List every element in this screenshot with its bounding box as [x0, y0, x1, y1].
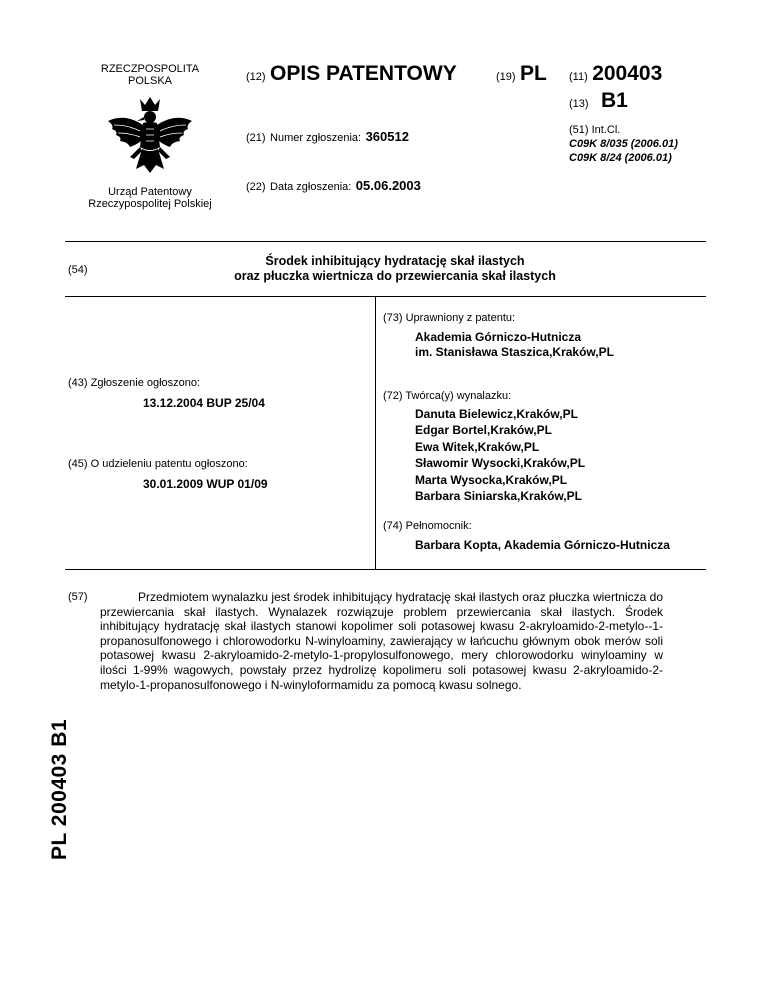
code-21: (21)	[246, 132, 266, 144]
holder-line2: im. Stanisława Staszica,Kraków,PL	[415, 345, 614, 359]
document-type-label: OPIS PATENTOWY	[270, 62, 457, 85]
grant-value: 30.01.2009 WUP 01/09	[143, 477, 268, 491]
inventor-item: Danuta Bielewicz,Kraków,PL	[415, 407, 578, 421]
country-code	[496, 62, 547, 86]
code-57: (57)	[68, 591, 88, 603]
application-number	[246, 128, 409, 146]
divider	[65, 241, 706, 242]
grant-label: (45) O udzieleniu patentu ogłoszono:	[68, 458, 248, 470]
eagle-emblem-icon	[100, 95, 200, 180]
code-13: (13)	[569, 98, 589, 110]
int-cl	[569, 123, 678, 165]
country-code-value: PL	[520, 62, 547, 85]
patent-number	[569, 62, 662, 86]
filing-date-value: 05.06.2003	[355, 178, 421, 193]
intcl-2: C09K 8/24 (2006.01)	[569, 152, 672, 164]
country-name	[75, 63, 225, 87]
kind-value: B1	[601, 89, 628, 112]
abstract-text: Przedmiotem wynalazku jest środek inhibitujący hydratację skał ilastych oraz płuczka wiertnicza do przewiercania skał ilastych. Wynalazek rozwiązuje problem przewiercania skał ilastych. Środek inhibitujący hydratację skał ilastych stanowi kopolimer soli potasowej kwasu 2-akryloamido-2-metylo--1-propanosulfonowego i chlorowodorku N-winyloaminy, zawierający w łańcuchu głównym obok merów soli potasowej kwasu 2-akryloamido-2-metylo-1-propylosulfonowego, mery chlorowodorku winyloaminy w ilości 1-99% wagowych, powstały przez hydrolizę kopolimeru soli potasowej kwasu 2-akryloamido-2-metylo-1-propanosulfonowego i N-winyloformamidu za pomocą kwasu solnego.	[100, 590, 663, 692]
office-line2: Rzeczypospolitej Polskiej	[88, 198, 212, 210]
holder-line1: Akademia Górniczo-Hutnicza	[415, 330, 582, 344]
code-12: (12)	[246, 71, 266, 83]
code-19: (19)	[496, 71, 516, 83]
inventor-item: Ewa Witek,Kraków,PL	[415, 439, 540, 454]
code-22: (22)	[246, 181, 266, 193]
intcl-label: Int.Cl.	[591, 124, 621, 136]
code-54: (54)	[68, 264, 88, 276]
column-divider	[375, 296, 376, 569]
holder-label: (73) Uprawniony z patentu:	[383, 312, 516, 324]
invention-title	[150, 254, 640, 284]
abstract	[100, 590, 663, 692]
inventor-item: Sławomir Wysocki,Kraków,PL	[415, 456, 586, 471]
inventor-item: Marta Wysocka,Kraków,PL	[415, 472, 568, 487]
patent-number-value: 200403	[592, 62, 663, 85]
application-number-value: 360512	[365, 129, 409, 144]
inventors-label: (72) Twórca(y) wynalazku:	[383, 390, 512, 402]
intcl-1: C09K 8/035 (2006.01)	[569, 138, 678, 150]
country-line1: RZECZPOSPOLITA	[100, 63, 200, 75]
application-label: Numer zgłoszenia:	[270, 132, 362, 144]
filing-date	[246, 177, 421, 195]
office-line1: Urząd Patentowy	[108, 186, 192, 198]
publication-label: (43) Zgłoszenie ogłoszono:	[68, 377, 201, 389]
divider	[65, 296, 706, 297]
document-type	[246, 62, 457, 86]
kind-code	[569, 89, 628, 113]
inventor-item: Edgar Bortel,Kraków,PL	[415, 423, 552, 438]
inventor-item: Barbara Siniarska,Kraków,PL	[415, 489, 582, 504]
patent-holder	[415, 330, 614, 360]
side-patent-label: PL 200403 B1	[48, 718, 71, 860]
code-51: (51)	[569, 124, 589, 136]
code-11: (11)	[569, 71, 588, 83]
title-line1: Środek inhibitujący hydratację skał ilastych	[265, 254, 525, 268]
inventors-list	[415, 406, 585, 504]
filing-label: Data zgłoszenia:	[270, 181, 352, 193]
publication-value: 13.12.2004 BUP 25/04	[143, 396, 265, 410]
divider	[65, 569, 706, 570]
attorney-value: Barbara Kopta, Akademia Górniczo-Hutnicza	[415, 538, 670, 552]
title-line2: oraz płuczka wiertnicza do przewiercania skał ilastych	[234, 269, 556, 283]
country-line2: POLSKA	[127, 75, 173, 87]
patent-office-name	[45, 186, 255, 210]
attorney-label: (74) Pełnomocnik:	[383, 520, 472, 532]
